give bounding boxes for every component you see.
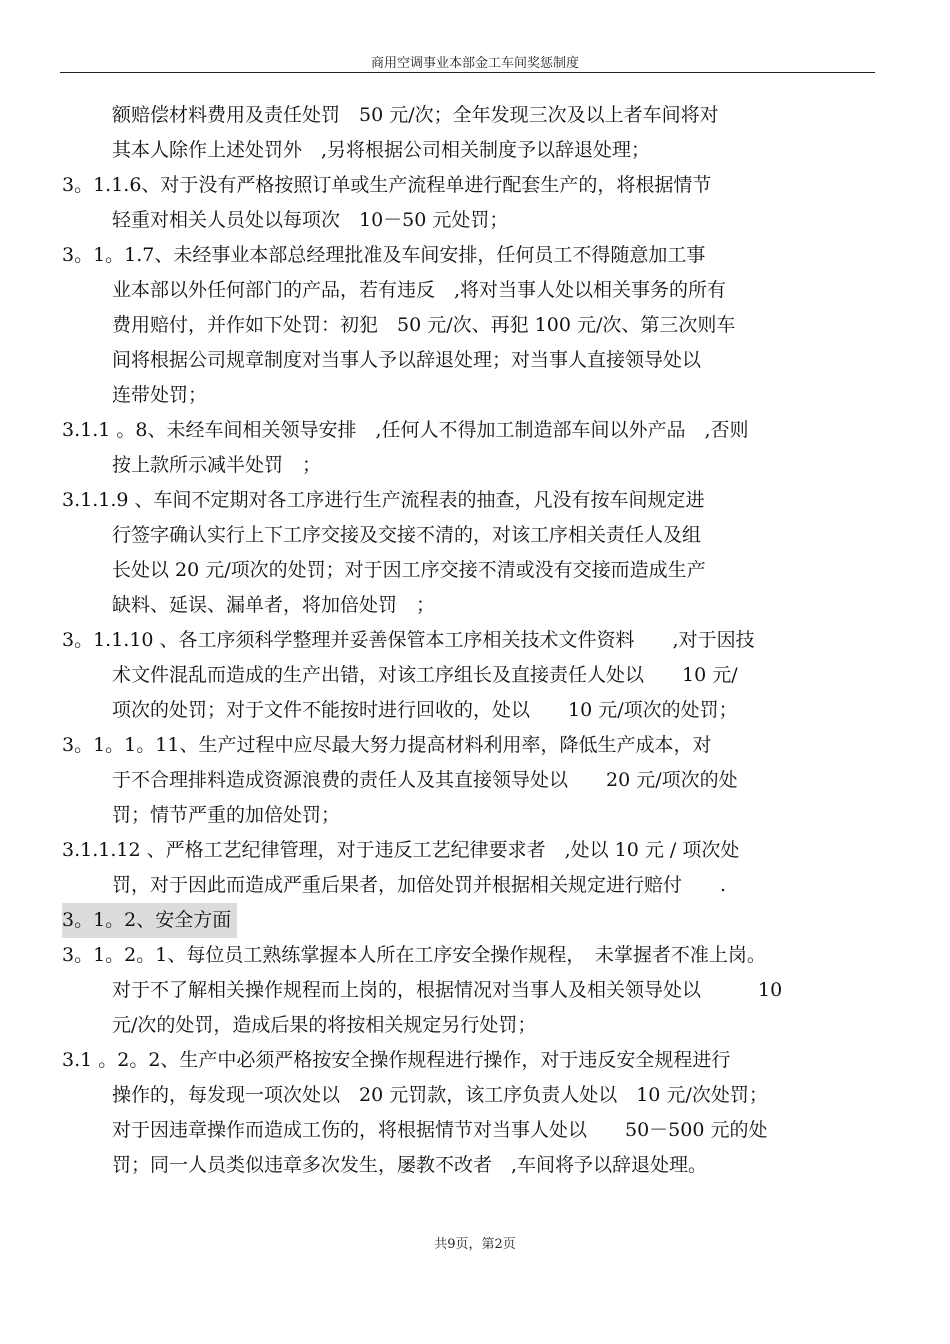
paragraph-line: 间将根据公司规章制度对当事人予以辞退处理；对当事人直接领导处以 (112, 349, 702, 371)
clause-3-1-2-1: 3。1。2。1、每位员工熟练掌握本人所在工序安全操作规程， 未掌握者不准上岗。 (62, 944, 766, 966)
paragraph-line: 其本人除作上述处罚外 ,另将根据公司相关制度予以辞退处理； (112, 139, 651, 161)
paragraph-line: 按上款所示减半处罚 ； (112, 454, 322, 476)
page-footer: 共9页，第2页 (434, 1237, 516, 1252)
clause-3-1-1-7: 3。1。1.7、未经事业本部总经理批准及车间安排，任何员工不得随意加工事 (62, 244, 706, 266)
clause-3-1-1-9: 3.1.1.9 、车间不定期对各工序进行生产流程表的抽查，凡没有按车间规定进 (62, 489, 705, 511)
document-body (62, 98, 892, 1183)
clause-3-1-1-11: 3。1。1。11、生产过程中应尽最大努力提高材料利用率，降低生产成本，对 (62, 734, 712, 756)
paragraph-line: 罚；同一人员类似违章多次发生，屡教不改者 ,车间将予以辞退处理。 (112, 1154, 708, 1176)
paragraph-line: 对于不了解相关操作规程而上岗的，根据情况对当事人及相关领导处以 10 (112, 979, 783, 1001)
paragraph-line: 行签字确认实行上下工序交接及交接不清的，对该工序相关责任人及组 (112, 524, 702, 546)
clause-3-1-1-6: 3。1.1.6、对于没有严格按照订单或生产流程单进行配套生产的，将根据情节 (62, 174, 712, 196)
paragraph-line: 长处以 20 元/项次的处罚；对于因工序交接不清或没有交接而造成生产 (112, 559, 706, 581)
paragraph-line: 额赔偿材料费用及责任处罚 50 元/次；全年发现三次及以上者车间将对 (112, 104, 719, 126)
paragraph-line: 元/次的处罚，造成后果的将按相关规定另行处罚； (112, 1014, 537, 1036)
header-rule (60, 72, 875, 73)
paragraph-line: 费用赔付，并作如下处罚：初犯 50 元/次、再犯 100 元/次、第三次则车 (112, 314, 736, 336)
running-header: 商用空调事业本部金工车间奖惩制度 (370, 56, 579, 71)
paragraph-line: 操作的，每发现一项次处以 20 元罚款，该工序负责人处以 10 元/次处罚； (112, 1084, 768, 1106)
clause-3-1-1-8: 3.1.1 。8、未经车间相关领导安排 ,任何人不得加工制造部车间以外产品 ,否则 (62, 419, 749, 441)
clause-3-1-1-12: 3.1.1.12 、严格工艺纪律管理，对于违反工艺纪律要求者 ,处以 10 元 / 项次处 (62, 839, 740, 861)
paragraph-line: 罚，对于因此而造成严重后果者，加倍处罚并根据相关规定进行赔付 . (112, 874, 727, 896)
paragraph-line: 业本部以外任何部门的产品，若有违反 ,将对当事人处以相关事务的所有 (112, 279, 727, 301)
paragraph-line: 项次的处罚；对于文件不能按时进行回收的，处以 10 元/项次的处罚； (112, 699, 738, 721)
paragraph-line: 对于因违章操作而造成工伤的，将根据情节对当事人处以 50－500 元的处 (112, 1119, 768, 1141)
clause-3-1-2-2: 3.1 。2。2、生产中必须严格按安全操作规程进行操作，对于违反安全规程进行 (62, 1049, 731, 1071)
paragraph-line: 连带处罚； (112, 384, 208, 406)
paragraph-line: 于不合理排料造成资源浪费的责任人及其直接领导处以 20 元/项次的处 (112, 769, 738, 791)
section-heading-safety: 3。1。2、安全方面 (62, 903, 237, 938)
paragraph-line: 罚；情节严重的加倍处罚； (112, 804, 341, 826)
paragraph-line: 缺料、延误、漏单者，将加倍处罚 ； (112, 594, 436, 616)
paragraph-line: 术文件混乱而造成的生产出错，对该工序组长及直接责任人处以 10 元/ (112, 664, 738, 686)
paragraph-line: 轻重对相关人员处以每项次 10－50 元处罚； (112, 209, 509, 231)
clause-3-1-1-10: 3。1.1.10 、各工序须科学整理并妥善保管本工序相关技术文件资料 ,对于因技 (62, 629, 755, 651)
